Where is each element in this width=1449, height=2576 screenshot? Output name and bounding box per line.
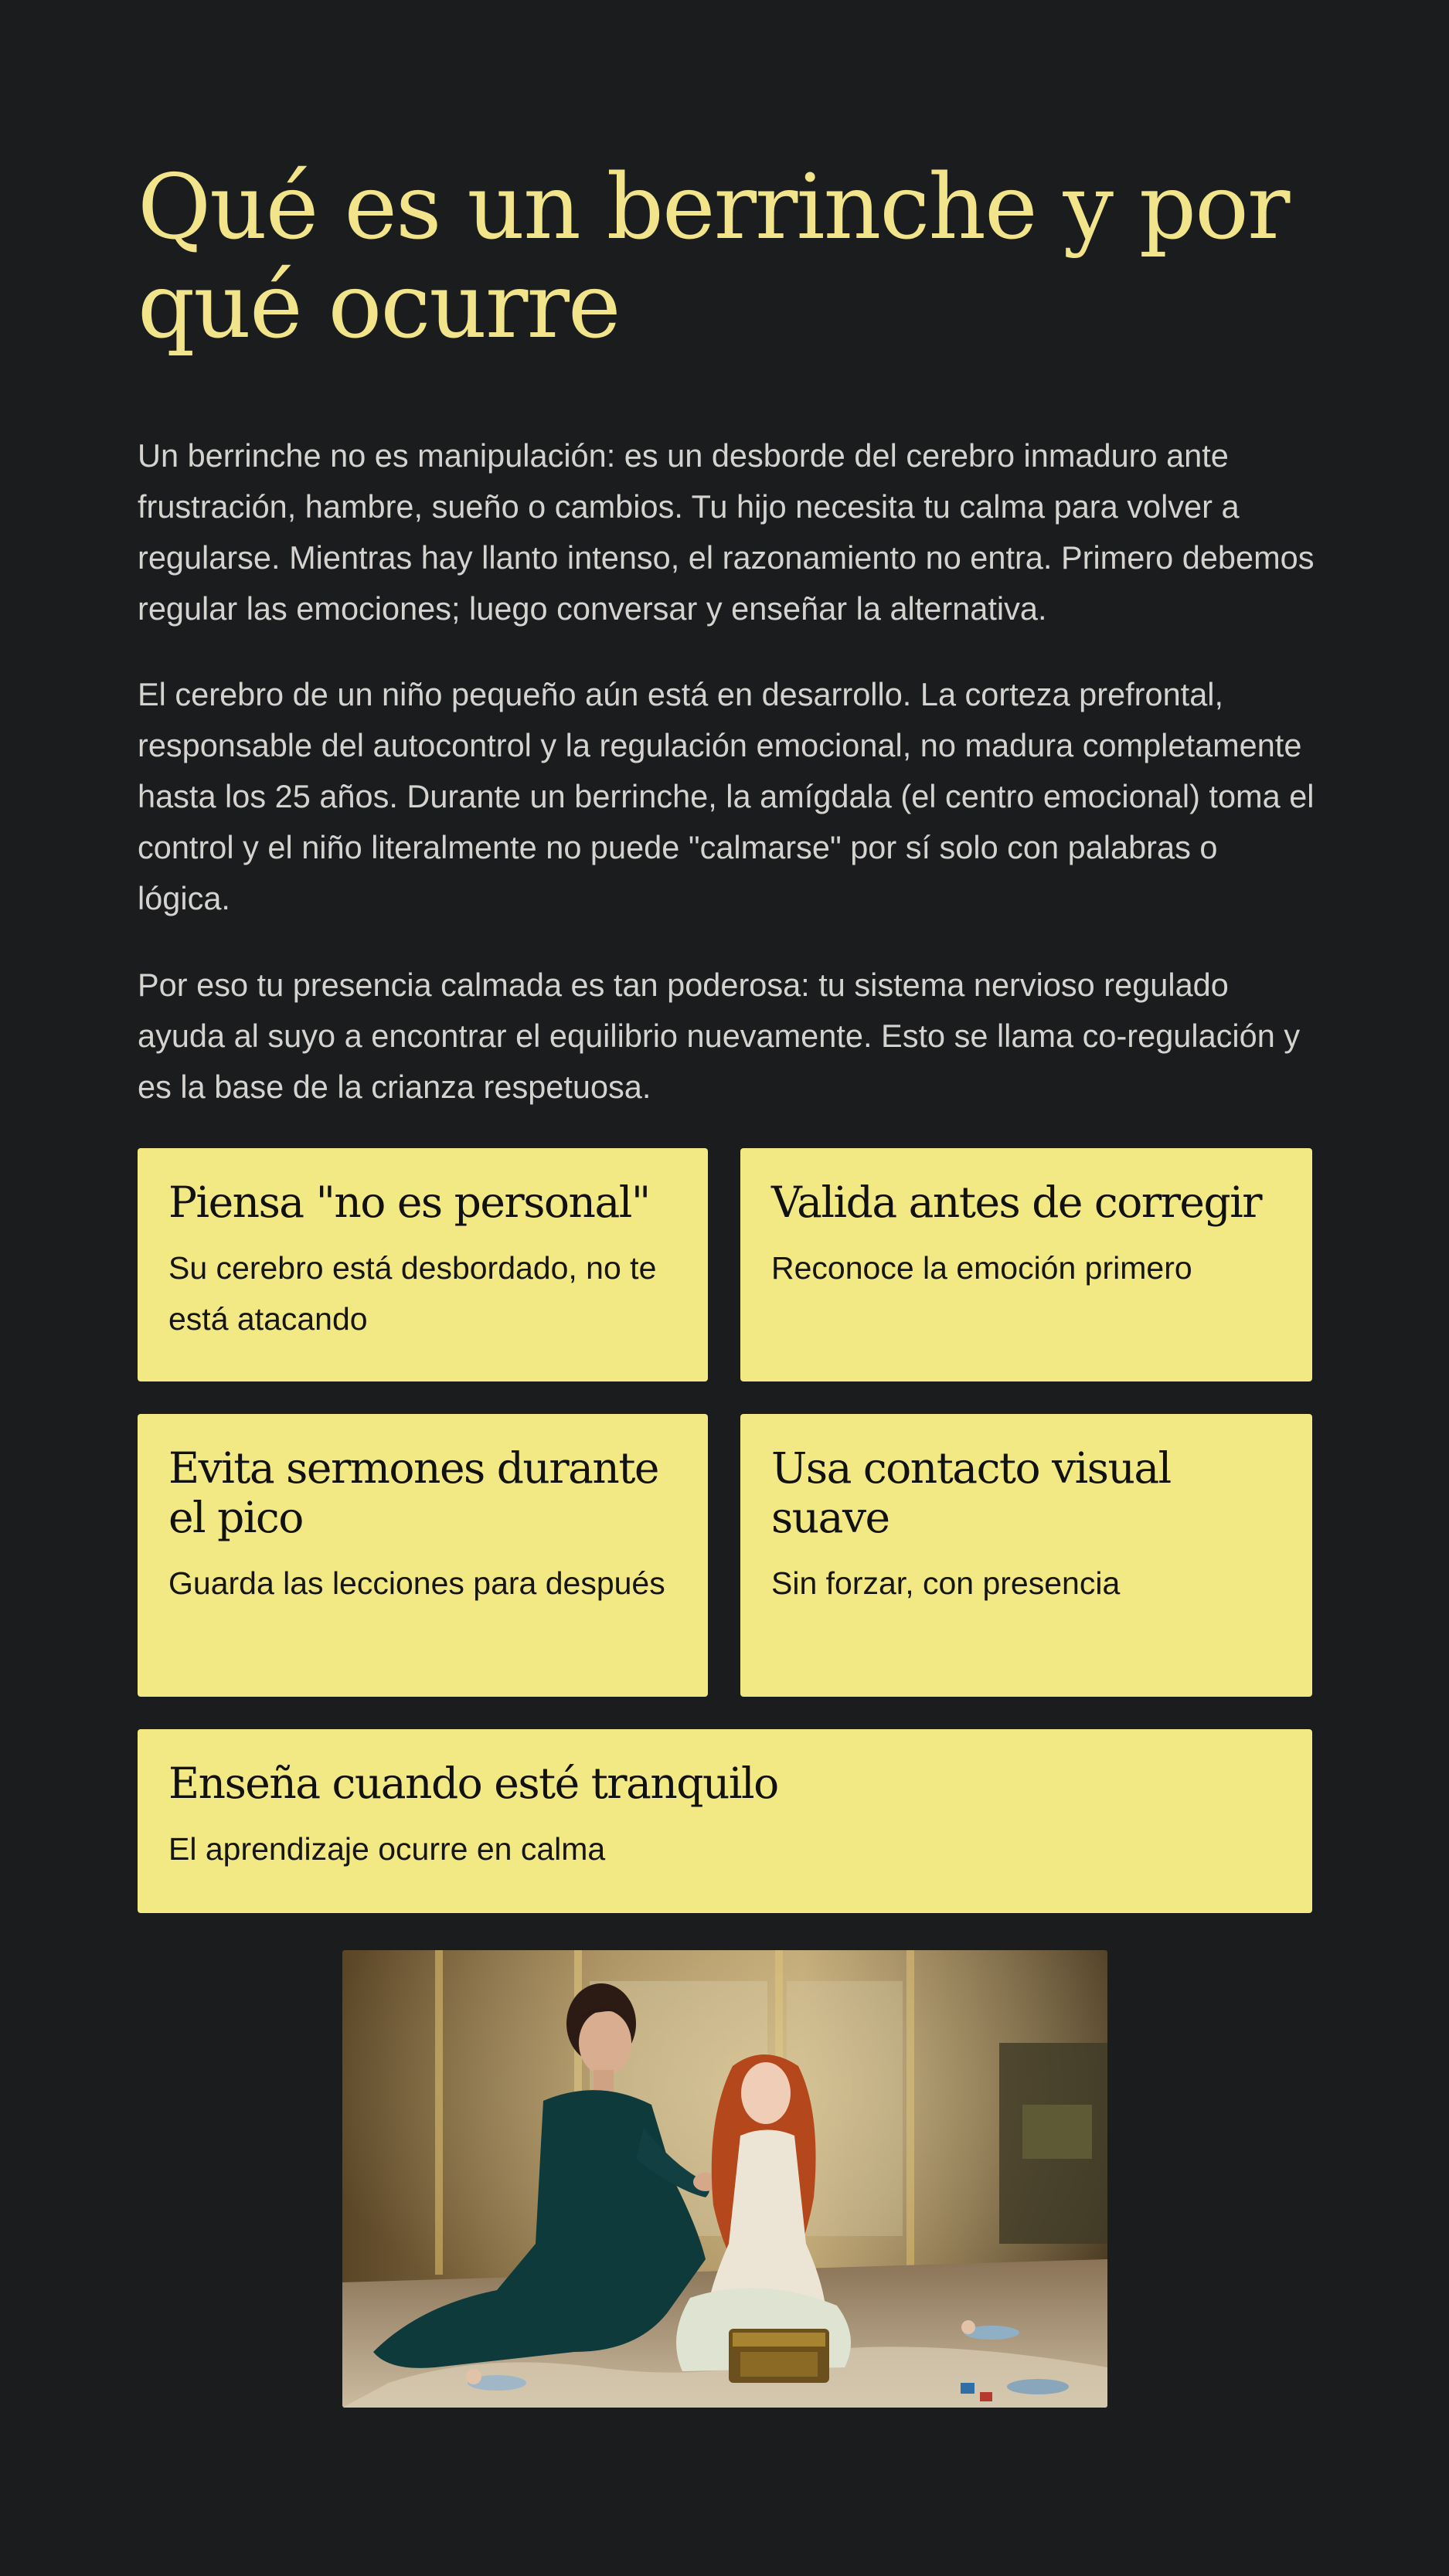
tip-text: El aprendizaje ocurre en calma bbox=[168, 1831, 606, 1867]
tip-card bbox=[740, 1414, 1312, 1697]
page-title: Qué es un berrinche y por qué ocurre bbox=[138, 155, 1289, 359]
tip-card bbox=[138, 1148, 708, 1381]
mother-comforting-child-photo bbox=[342, 1950, 1107, 2408]
tip-text: Reconoce la emoción primero bbox=[771, 1250, 1192, 1286]
brain-paragraph: El cerebro de un niño pequeño aún está en desarrollo. La corteza prefrontal, responsable del autocontrol y la regulación emocional, no madura completamente hasta los 25 años. Durante un berrinche, la amígdala (el centro emocional) toma el control y el niño literalmente no puede "calmarse" por sí solo con palabras o lógica. bbox=[138, 676, 1315, 916]
tip-card bbox=[740, 1148, 1312, 1381]
tip-card bbox=[138, 1729, 1312, 1913]
tip-title: Evita sermones durante el pico bbox=[168, 1443, 658, 1542]
tip-title: Valida antes de corregir bbox=[771, 1178, 1262, 1227]
tip-title: Usa contacto visual suave bbox=[771, 1443, 1171, 1542]
tip-text: Guarda las lecciones para después bbox=[168, 1565, 665, 1601]
tip-title: Piensa "no es personal" bbox=[168, 1178, 650, 1227]
tip-text: Su cerebro está desbordado, no te está atacando bbox=[168, 1250, 657, 1337]
tip-card bbox=[138, 1414, 708, 1697]
tip-title: Enseña cuando esté tranquilo bbox=[168, 1759, 778, 1808]
tip-text: Sin forzar, con presencia bbox=[771, 1565, 1121, 1601]
intro-paragraph: Un berrinche no es manipulación: es un desborde del cerebro inmaduro ante frustración, hambre, sueño o cambios. Tu hijo necesita tu calma para volver a regularse. Mientras hay llanto intenso, el razonamiento no entra. Primero debemos regular las emociones; luego conversar y enseñar la alternativa. bbox=[138, 437, 1315, 627]
coregulation-paragraph: Por eso tu presencia calmada es tan poderosa: tu sistema nervioso regulado ayuda al suyo a encontrar el equilibrio nuevamente. Esto se llama co-regulación y es la base de la crianza respetuosa. bbox=[138, 967, 1301, 1105]
